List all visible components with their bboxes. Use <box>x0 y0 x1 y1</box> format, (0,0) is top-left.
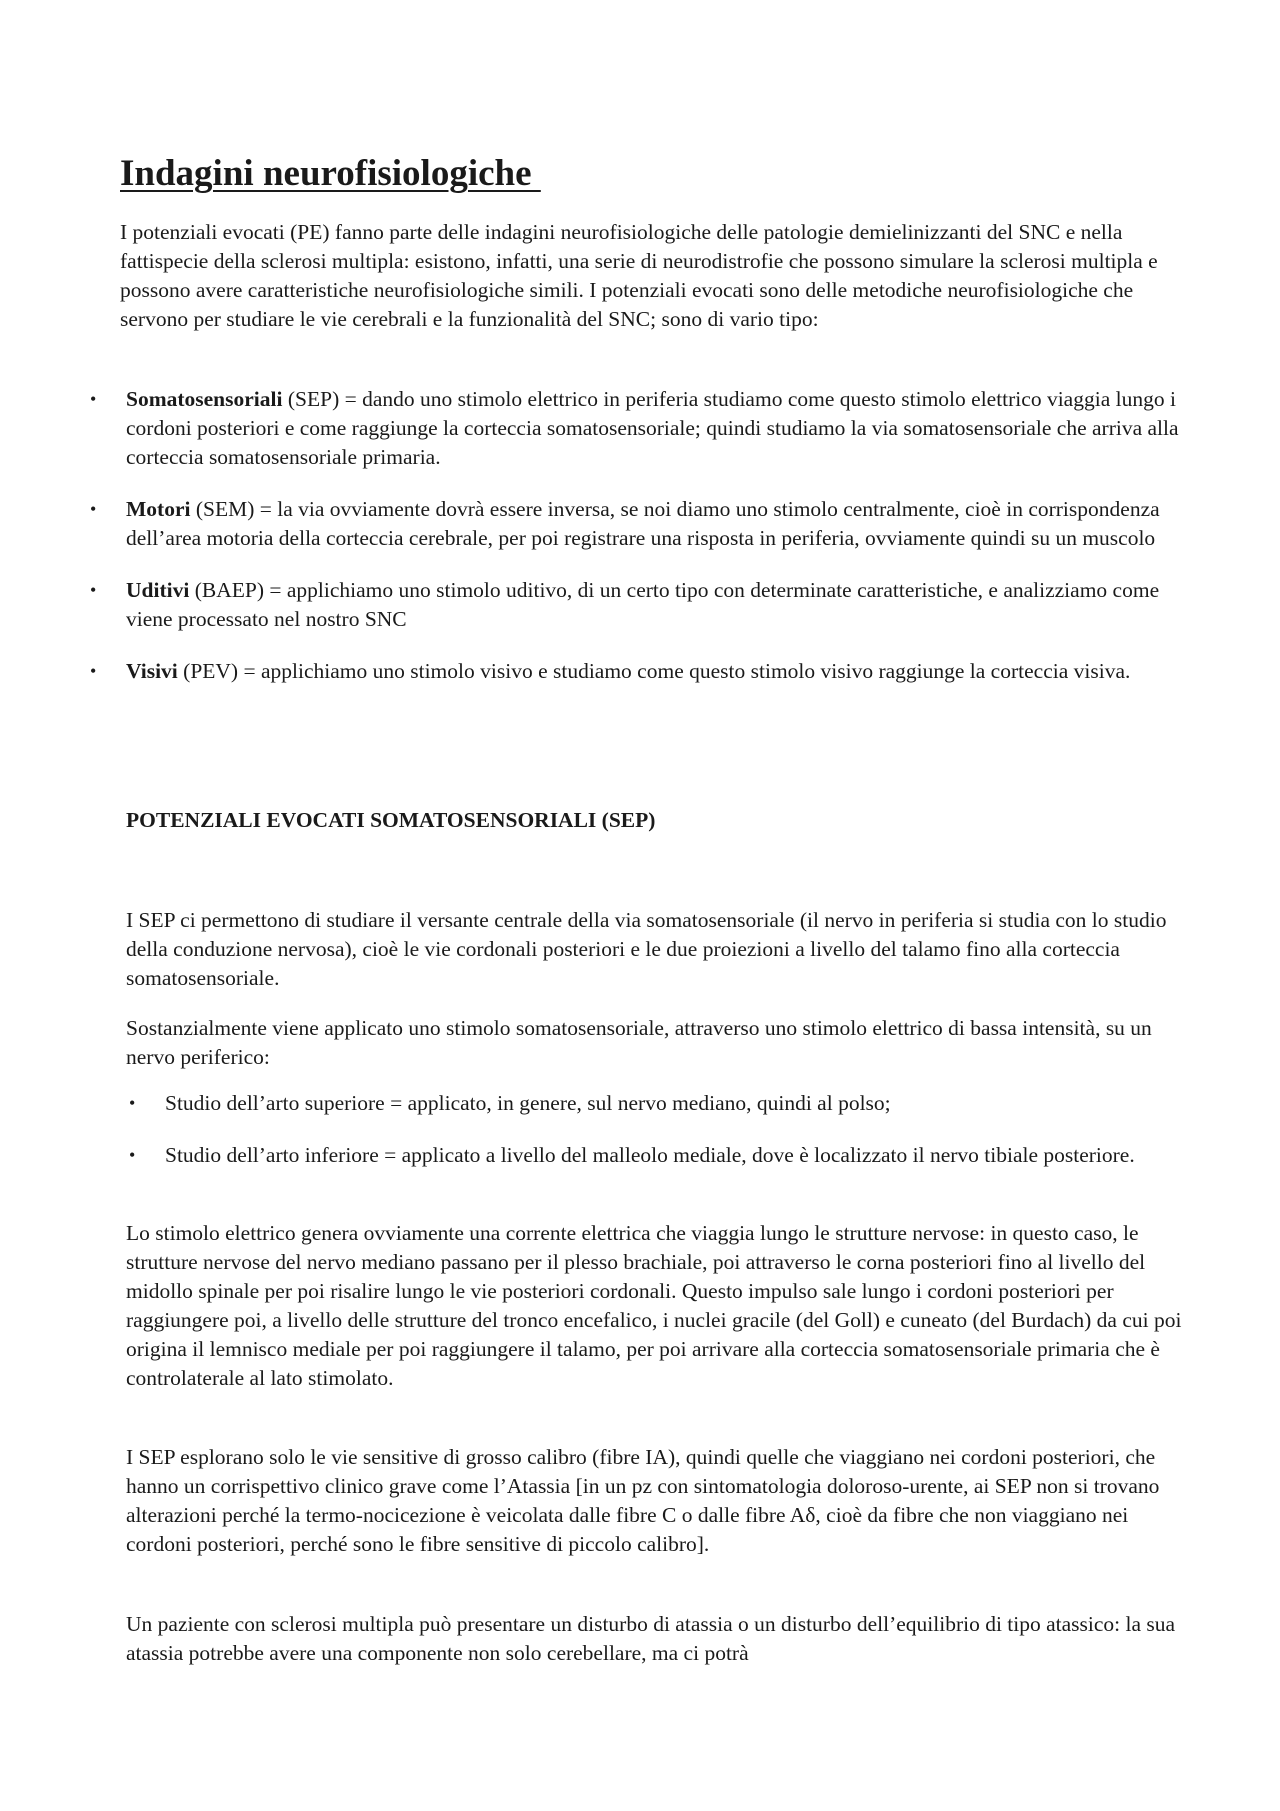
list-item-text: (PEV) = applichiamo uno stimolo visivo e studiamo come questo stimolo visivo raggiunge la corteccia visiva. <box>177 659 1131 683</box>
page-title: Indagini neurofisiologiche <box>120 153 541 194</box>
list-item-uditivi <box>90 576 1186 634</box>
body-paragraph: I SEP ci permettono di studiare il versante centrale della via somatosensoriale (il nervo in periferia si studia con lo studio della conduzione nervosa), cioè le vie cordonali posteriori e le due proiezioni a livello del talamo fino alla corteccia somatosensoriale. <box>126 908 1167 990</box>
list-item-text: (SEM) = la via ovviamente dovrà essere inversa, se noi diamo uno stimolo centralmente, cioè in corrispondenza dell’area motoria della corteccia cerebrale, per poi registrare una risposta in periferia, ovviamente quindi su un muscolo <box>126 497 1160 550</box>
bullet-icon: • <box>90 661 97 681</box>
list-item-text: (SEP) = dando uno stimolo elettrico in periferia studiamo come questo stimolo elettrico viaggia lungo i cordoni posteriori e come raggiunge la corteccia somatosensoriale; quindi studiamo la via somatosensoriale che arriva alla corteccia somatosensoriale primaria. <box>126 387 1179 469</box>
list-item-motori <box>90 495 1186 553</box>
list-item-term: Uditivi <box>126 578 190 602</box>
bullet-icon: • <box>90 389 97 409</box>
list-item-visivi <box>90 657 1186 686</box>
bullet-icon: • <box>90 499 97 519</box>
list-item-term: Visivi <box>126 659 178 683</box>
body-paragraph: Un paziente con sclerosi multipla può presentare un disturbo di atassia o un disturbo dell’equilibrio di tipo atassico: la sua atassia potrebbe avere una componente non solo cerebellare, ma ci potrà <box>126 1612 1176 1665</box>
bullet-icon: • <box>129 1145 136 1165</box>
bullet-icon: • <box>90 580 97 600</box>
list-item-text: Studio dell’arto superiore = applicato, in genere, sul nervo mediano, quindi al polso; <box>165 1091 891 1115</box>
list-item-term: Motori <box>126 497 191 521</box>
list-item-arto-inferiore <box>129 1141 1185 1170</box>
list-item-arto-superiore <box>129 1089 1185 1118</box>
evoked-potentials-list <box>0 385 1280 709</box>
list-item-term: Somatosensoriali <box>126 387 283 411</box>
body-paragraph: Lo stimolo elettrico genera ovviamente una corrente elettrica che viaggia lungo le strutture nervose: in questo caso, le strutture nervose del nervo mediano passano per il plesso brachiale, poi attraverso le corna posteriori fino al livello del midollo spinale per poi risalire lungo le vie posteriori cordonali. Questo impulso sale lungo i cordoni posteriori per raggiungere poi, a livello delle strutture del tronco encefalico, i nuclei gracile (del Goll) e cuneato (del Burdach) da cui poi origina il lemnisco mediale per poi raggiungere il talamo, per poi arrivare alla corteccia somatosensoriale primaria che è controlaterale al lato stimolato. <box>126 1221 1182 1390</box>
list-item-somatosensoriali <box>90 385 1186 472</box>
list-item-text: Studio dell’arto inferiore = applicato a livello del malleolo mediale, dove è localizzato il nervo tibiale posteriore. <box>165 1143 1135 1167</box>
bullet-icon: • <box>129 1093 136 1113</box>
section-heading: POTENZIALI EVOCATI SOMATOSENSORIALI (SEP) <box>126 808 656 832</box>
intro-paragraph: I potenziali evocati (PE) fanno parte delle indagini neurofisiologiche delle patologie demielinizzanti del SNC e nella fattispecie della sclerosi multipla: esistono, infatti, una serie di neurodistrofie che possono simulare la sclerosi multipla e possono avere caratteristiche neurofisiologiche simili. I potenziali evocati sono delle metodiche neurofisiologiche che servono per studiare le vie cerebrali e la funzionalità del SNC; sono di vario tipo: <box>120 220 1158 331</box>
list-item-text: (BAEP) = applichiamo uno stimolo uditivo, di un certo tipo con determinate caratteristiche, e analizziamo come viene processato nel nostro SNC <box>126 578 1160 631</box>
body-paragraph: I SEP esplorano solo le vie sensitive di grosso calibro (fibre IA), quindi quelle che viaggiano nei cordoni posteriori, che hanno un corrispettivo clinico grave come l’Atassia [in un pz con sintomatologia doloroso-urente, ai SEP non si trovano alterazioni perché la termo-nocicezione è veicolata dalle fibre C o dalle fibre Aδ, cioè da fibre che non viaggiano nei cordoni posteriori, perché sono le fibre sensitive di piccolo calibro]. <box>126 1445 1160 1556</box>
body-paragraph: Sostanzialmente viene applicato uno stimolo somatosensoriale, attraverso uno stimolo elettrico di bassa intensità, su un nervo periferico: <box>126 1016 1152 1069</box>
stimulation-sites-list <box>0 1089 1280 1193</box>
